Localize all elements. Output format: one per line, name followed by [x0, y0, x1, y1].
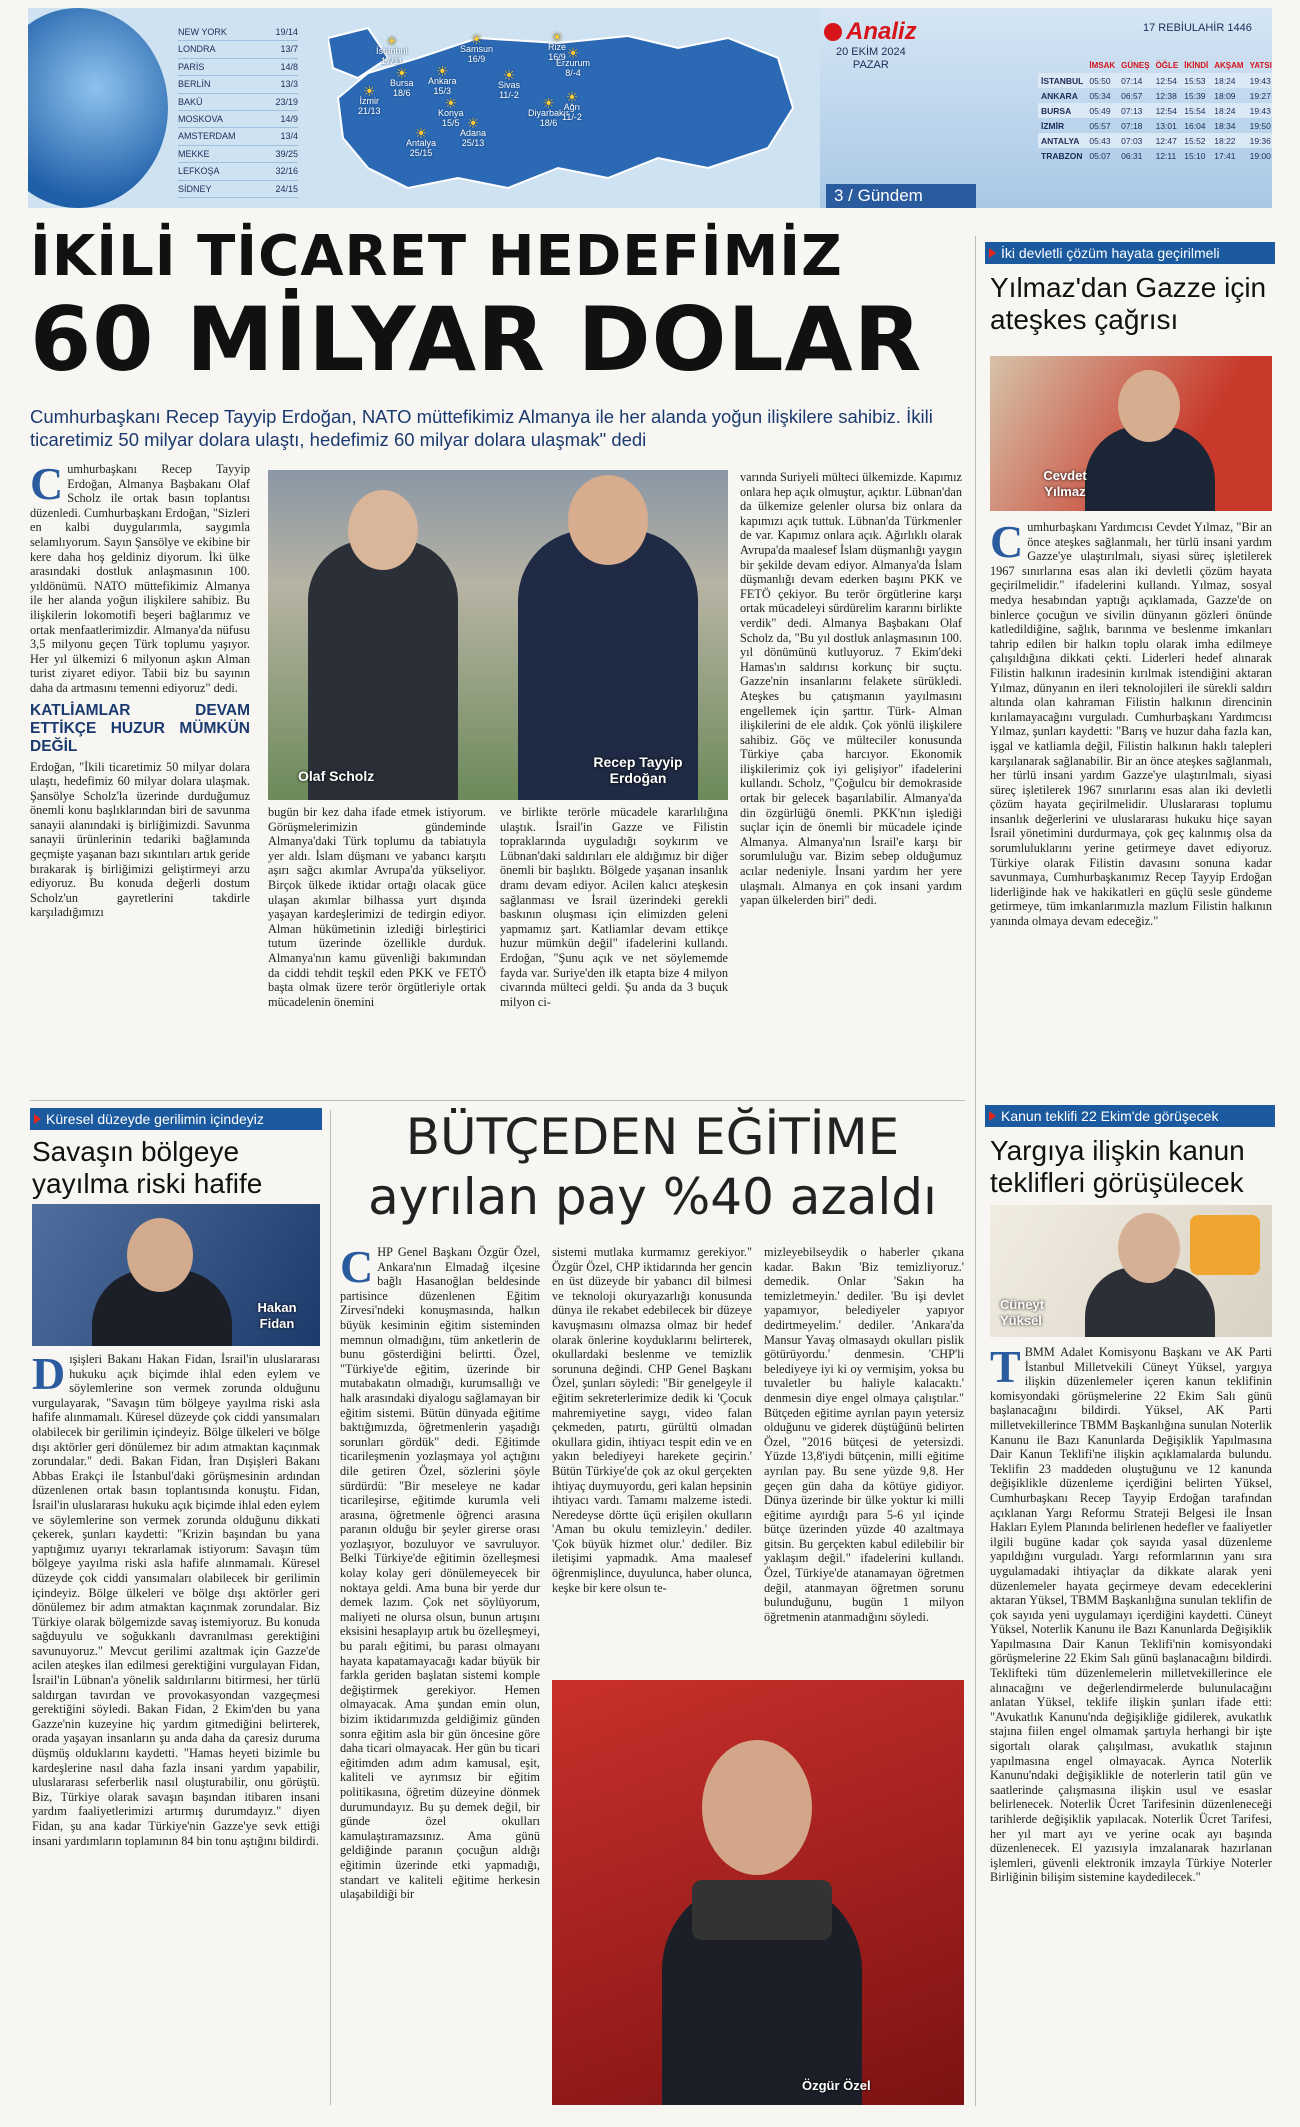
ozel-head — [702, 1740, 812, 1875]
city-name: BAKÜ — [178, 96, 203, 107]
prayer-time: 13:01 — [1155, 120, 1177, 131]
sun-icon: ☀ — [502, 67, 516, 83]
prayer-city: ANKARA — [1041, 90, 1078, 101]
main-headline-line2: 60 MİLYAR DOLAR — [30, 288, 923, 391]
city-row — [178, 59, 298, 76]
prayer-time: 07:18 — [1121, 120, 1143, 131]
story-text: BMM Adalet Komisyonu Başkanı ve AK Parti İstanbul Milletvekili Cüneyt Yüksel, yargıya ilişkin düzenlemeler içeren kanun teklifinin komisyondaki görüşmelerine 22 Ekim Salı günü başlanacağını bildirdi. Yüksel, AK Parti milletvekillerince TBMM Başkanlığına sunulan Noterlik Kanunu ile Bazı Kanunlarda Değişiklik Yapılmasına Dair Kanun Teklifi'ne ilişkin açıklamalarda bulundu. Teklifin 23 maddeden oluştuğunu ve 12 kanunda değişiklikle düzenleme içerdiğini belirten Yüksel, Cumhurbaşkanı Recep Tayyip Erdoğan tarafından açıklanan Yargı Reformu Strateji Belgesi ile İnsan Hakları Eylem Planında belirlenen hedefler ve faaliyetler ilgili bugüne kadar çok sayıda yasal düzenleme yapıldığını vurguladı. Yargı reformlarının yanı sıra uygulamadaki ihtiyaçlar da dikkate alarak yeni düzenlemeler hayata geçirmeye devam edeceklerini aktaran Yüksel, TBMM Başkanlığına sunulan teklifin de çok sayıda yeni uygulamayı içerdiğini kaydetti. Cüneyt Yüksel, Noterlik Kanunu ile Bazı Kanunlarda Değişiklik Yapılmasına Dair Kanun Teklifi'nin komisyondaki görüşmelerine 22 Ekim Salı günü başlanacağını bildirdi. Teklifteki tüm düzenlemelerin milletvekillerince ele alınacağını ve değerlendirmelerde bulunulacağını anlatan Yüksel, teklife ilişkin şunları ifade etti: "Avukatlık Kanunu'nda değişikliğe gidilerek, avukatlık stajına fiilen engel olmamak şartıyla herhangi bir işte sigortalı olarak çalışılması, avukatlık stajının yapılmasına engel olmayacak. Ayrıca Noterlik Kanunu'ndaki değişiklikle de noterlerin tatil gün ve saatlerinde çalışmasına ilişkin usul ve esaslar belirlenecek. Noterlik Ücret Tarifesinin düzenleneceği tarihlerde değişiklik yapılacak. Noterlik Ücret Tarifesi, her yıl mart ayı ve yerine ocak ayı başında düzenlenecek. El yazısıyla imzalanarak hazırlanan işlemleri, güvenli elektronik imzayla Türkiye Noterler Birliğinin bilişim sistemine kaydedilecek." — [990, 1345, 1272, 1885]
prayer-time: 18:09 — [1214, 90, 1236, 101]
logo-mark-icon — [824, 23, 842, 41]
city-temp: 23/19 — [275, 96, 298, 107]
main-article-col3: ve birlikte terörle mücadele kararlılığına ulaştık. İsrail'in Gazze ve Filistin topraklarında uyguladığı soykırım ve Lübnan'daki saldırıları ele aldığımız bir diğer önemli bir başlıktı. Bölgede yaşanan insanlık dramı devam ediyor. Acilen kalıcı ateşkesin sağlanması ve İsrail üzerindeki gerekli baskının oluşması için elimizden geleni yapmamız şart. Katliamlar devam ettikçe huzur mümkün değil" ifadelerini kullandı. Erdoğan, "Şunu açık ve net söylememde fayda var. Suriye'den ilk etapta bize 4 milyon civarında mülteci geldi. Şu anda da 3 buçuk milyon ci- — [500, 805, 728, 1009]
story-body-fidan — [32, 1352, 320, 2107]
map-city-name: Bursa — [390, 78, 414, 88]
map-city-name: Konya — [438, 108, 464, 118]
photo-caption-right: Recep Tayyip Erdoğan — [593, 754, 683, 786]
prayer-row — [1038, 73, 1272, 88]
drop-cap: C — [340, 1245, 374, 1292]
hijri-date: 17 REBİULAHİR 1446 — [1143, 22, 1252, 34]
story-body-law — [990, 1345, 1272, 2105]
map-city-name: Erzurum — [556, 58, 591, 68]
prayer-col-header: AKŞAM — [1214, 61, 1244, 70]
main-photo — [268, 470, 728, 800]
city-row — [178, 24, 298, 41]
prayer-row — [1038, 148, 1272, 163]
photo-caption: Hakan Fidan — [257, 1300, 297, 1331]
story-body-gaza — [990, 520, 1272, 1090]
city-row — [178, 146, 298, 163]
map-city-name: Rize — [548, 42, 567, 52]
prayer-col-header — [1038, 58, 1086, 73]
issue-date — [836, 46, 906, 72]
prayer-time: 19:00 — [1249, 150, 1271, 161]
city-row — [178, 94, 298, 111]
prayer-time: 07:13 — [1118, 103, 1152, 118]
main-spot: Cumhurbaşkanı Recep Tayyip Erdoğan, NATO müttefikimiz Almanya ile her alanda yoğun ilişkilere sahibiz. İkili ticaretimiz 50 milyar dolara ulaştı, hedefimiz 60 milyar dolara ulaşmak" dedi — [30, 406, 933, 450]
photo-caption: Cevdet Yılmaz — [1043, 468, 1087, 499]
map-city-temp: 8/-4 — [565, 68, 581, 78]
prayer-row — [1038, 88, 1272, 103]
budget-headline-line2: ayrılan pay %40 azaldı — [368, 1168, 937, 1226]
map-city-label — [376, 33, 408, 66]
map-city-temp: 17/11 — [380, 56, 403, 66]
main-article-col1 — [30, 462, 250, 1102]
prayer-time: 15:54 — [1181, 103, 1211, 118]
city-temp: 14/8 — [280, 61, 298, 72]
prayer-time: 15:10 — [1184, 150, 1206, 161]
prayer-time: 18:22 — [1211, 133, 1246, 148]
prayer-time: 19:36 — [1247, 133, 1272, 148]
map-city-label — [460, 115, 487, 148]
story-tag-gaza: İki devletli çözüm hayata geçirilmeli — [985, 242, 1275, 264]
city-temp: 19/14 — [275, 27, 298, 37]
prayer-city: İSTANBUL — [1038, 73, 1086, 88]
prayer-time: 19:43 — [1247, 73, 1272, 88]
sun-icon: ☀ — [362, 83, 376, 99]
budget-col1-text: HP Genel Başkanı Özgür Özel, Ankara'nın Elmadağ ilçesine bağlı Hasanoğlan beldesinde partisince düzenlenen Eğitim Zirvesi'ndeki konuşmasında, halkın büyük kesiminin eğitim sisteminden memnun olmadığını, tüm anketlerin de bunu gösterdiğini belirtti. Özel, "Türkiye'de eğitim, üzerinde bir mutabakatın olmadığı, kurumsallığı ve halk arasındaki diyalogu sağlamayan bir eğitim sistemi. Bütün dünyada eğitime baktığımızda, öğretmenlerin yaşadığı sorunları gördük" dedi. Eğitimde ticarileşmenin yozlaşmaya yol açtığını dile getiren Özel, sözlerini şöyle sürdürdü: "Bir meseleye ne kadar ticarileşirse, eğitimde kurumla veli arasına, öğretmenle öğrenci arasına paranın olduğu bir şeyler girerse orası yozlaşıyor, bozuluyor ve savruluyor. Belki Türkiye'de eğitimin özelleşmesi kolay kolay geri dönülemeyecek bir noktaya geldi. Ama buna bir yerde dur demek lazım. Çok net söylüyorum, maliyeti ne olursa olsun, bunun artışını eksisini hesaplayıp artık bu özelleşmeyi, bu paralı eğitimi, bu parası olmayanı hayata kapatamayacağı kadar büyük bir farkla geriden başlatan sistemi komple değiştirmek gerekiyor. Hemen olmayacak. Ama şundan emin olun, bizim iktidarımızda geldiğimiz günden sonra eğitim asla bir gün öncesine göre daha ticari olmayacak. Her gün bu ticari eğitimden adım adım kamusal, eşit, kaliteli ve ayrımsız bir eğitim politikasına, öğretim düzeyine dönmek durumundayız. Bu şu demek değil, bir günde özel okulları kamulaştıramazsınız. Ama günü geldiğinde paranın çocuğun aldığı eğitimin üzerinde etki yapmadığı, standart ve kaliteli eğitime herkesin ulaşabildiği bir — [340, 1245, 540, 1902]
main-headline-line1: İKİLİ TİCARET HEDEFİMİZ — [30, 224, 843, 289]
date-text: 20 EKİM 2024 — [836, 46, 906, 58]
sun-icon: ☀ — [565, 89, 579, 105]
col1-subheading: KATLİAMLAR DEVAM ETTİKÇE HUZUR MÜMKÜN DEĞİL — [30, 701, 250, 755]
sun-icon: ☀ — [435, 63, 449, 79]
photo-caption: Özgür Özel — [802, 2078, 871, 2093]
city-temp: 13/4 — [280, 131, 298, 142]
budget-col3: mizleyebilseydik o haberler çıkana kadar. Bakın 'Biz temizliyoruz.' demedik. Onlar 'Sakın ha temizletmeyin.' dediler. 'Bu işi devlet yapamıyor, belediyeler yapıyor dedirtmeyelim.' dediler. 'Ankara'da Mansur Yavaş olmasaydı okulları pislik götürüyordu.' denmesin. 'CHP'li belediyeye iyi ki oy vermişim, yoksa bu tuvaletler bu haliyle kalacaktı.' denmesin diye engel olmaya çalıştılar." Bütçeden eğitime ayrılan payın yetersiz olduğunu ve giderek düştüğünü belirten Özel, "2016 bütçesi de yetersizdi. Yüzde 13,8'iydi bütçenin, milli eğitime ayrılan pay. Bu sene yüzde 9,8. Her geçen gün daha da kötüye gidiyor. Dünya üzerinde bir ülke yoktur ki milli eğitime ayırdığı para 5-6 yıl içinde bütçe üzerinden yüzde 40 azaltmaya gitsin. Bu gerçekten kabul edilebilir bir yaklaşım değil." ifadelerini kullandı. Özel, Türkiye'de atanamayan öğretmen değil, atanmayan öğretmen sorunu bulunduğunu, bugün 1 milyon öğretmenin atanmadığını söyledi. — [764, 1245, 964, 1624]
yuksel-head — [1118, 1213, 1180, 1283]
yuksel-photo — [990, 1205, 1272, 1337]
story-title-law: Yargıya ilişkin kanun teklifleri görüşülecek — [990, 1135, 1245, 1198]
map-city-label — [498, 67, 521, 100]
budget-col2: sistemi mutlaka kurmamız gerekiyor." Özgür Özel, CHP iktidarında her gencin en üst düzeyde bir yabancı dil bilmesi ve teknoloji okuryazarlığı konusunda dünya ile rekabet edebilecek bir düzeye kavuşmasını olmazsa olmaz bir hedef olarak önlerine koyduklarını belirterek, okullardaki beslenme ve temizlik sorununa değindi. CHP Genel Başkanı Özel, şunları söyledi: "Bir genelgeyle il eğitim sekreterlerimize dedik ki 'Çocuk mahremiyetine saygı, video falan çekmeden, patırtı, gürültü olmadan okullara gidin, ihtiyacı tespit edin ve en yakın belediyeyi harekete geçirin.' Bütün Türkiye'de çok az okul gerçekten ihtiyaç duymuyordu, geri kalan hepsinin ihtiyacı vardı. Tamamı malzeme istedi. Neredeyse dörtte üçü erişilen okulların 'Aman bu okulu temizleyin.' dediler. 'Çok büyük hizmet olur.' dediler. Biz iletişimi yapmadık. Ama maalesef öğrenmişlince, duyulunca, haber olunca, keşke bir kere olsun te- — [552, 1245, 752, 1595]
prayer-time: 19:27 — [1249, 90, 1271, 101]
prayer-col-header: YATSI — [1249, 61, 1272, 70]
prayer-row — [1038, 118, 1272, 133]
city-name: MEKKE — [178, 148, 210, 159]
sun-icon: ☀ — [414, 125, 428, 141]
story-text: ışişleri Bakanı Hakan Fidan, İsrail'in uluslararası hukuku açık biçimde ihlal eden eylem ve söylemlerine son vermek zorunda olduğunu vurgulayarak, "Savaşın tüm bölgeye yayılma riski asla hafife alınmamalı. Küresel düzeyde çok ciddi yansımaları olabilecek bir gerilimin içindeyiz. Bölge ülkeleri ve bölge dışı aktörler geri dönülemez bir adım atmaktan kaçınmak zorundalar." dedi. Bakan Fidan, İran Dışişleri Bakanı Abbas Erakçi ile İstanbul'daki görüşmesinin ardından düzenlenen ortak basın toplantısında konuştu. Fidan, İsrail'in uluslararası hukuku açık biçimde ihlal eden eylem ve söylemlerine son vermek zorunda olduğunu dikkati çekerek, şunları kaydetti: "Krizin başından bu yana yaptığımız uyarıyı tekrarlamak istiyorum: Savaşın tüm bölgeye yayılma riski asla hafife alınmamalı. Küresel düzeyde çok ciddi yansımaları olabilecek bir gerilimin içindeyiz. Bölge ülkeleri ve bölge dışı aktörler geri dönülemez bir adım atmaktan kaçınmak zorundalar. Biz Türkiye olarak bölgemizde savaş istemiyoruz. Bu konuda sağduyulu ve soğukkanlı davranılması gerektiğini savunuyoruz." Mevcut gerilimi azaltmak için Gazze'de acilen ateşkes ilan edilmesi gerektiğini vurgulayan Fidan, İsrail'in Lübnan'a yönelik saldırılarını bitirmesi, her türlü saldırgan tavırdan ve provokasyondan vazgeçmesi gerektiğini söyledi. Bakan Fidan, 2 Ekim'den bu yana Gazze'nin kuzeyine hiç yardım gitmediğini belirterek, orada yaşayan insanların şu anda daha da çaresiz duruma düşmüş olduklarını kaydetti. "Hamas heyeti bizimle bu kardeşlerine nasıl daha fazla insani yardım yapabilir, uluslararası seferberlik nasıl oluşturabilir, onu görüştü. Biz, Türkiye olarak savaşın başından itibaren insani yardım faaliyetlerimizi artırmış durumdayız." diyen Fidan, şu ana kadar Türkiye'nin Gazze'ye sevk ettiği insani yardımların toplamının 84 bin tonu aştığını bildirdi. — [32, 1352, 320, 1848]
story-text: umhurbaşkanı Yardımcısı Cevdet Yılmaz, "Bir an önce ateşkes sağlanmalı, her türlü insani yardım Gazze'ye ulaştırılmalı, siyasi süreç işletilerek 1967 sınırlarına esas alan iki devletli çözüm hayata geçirilmelidir." ifadelerini kullandı. Yılmaz, sosyal medya hesabından yaptığı açıklamada, Gazze'de on binlerce çocuğun ve sivilin dünyanın gözleri önünde katledildiğine, sağlık, barınma ve beslenme imkanları tahrip edilen bir halkın toplu olarak imha edilmeye çalışıldığına dikkati çekti. Liderleri hedef alınarak Filistin halkının iradesinin kırılmak istendiğini aktaran Yılmaz, dünyanın en ileri teknolojileri ile sürekli saldırı altında olan kahraman Filistin halkının direncinin kırılamayacağını vurguladı. Cumhurbaşkanı Yardımcısı Yılmaz, şunları kaydetti: "Barış ve huzur daha fazla kan, işgal ve katliamla değil, Filistin halkının haklı talepleri karşılanarak sağlanabilir. Bir an önce ateşkes sağlanmalı, her türlü insani yardım Gazze'ye ulaştırılmalı, siyasi süreç işletilerek 1967 sınırlarını esas alan iki devletli çözüm hayata geçirilmelidir. Uluslararası toplumu insanlık değerlerini ve uluslararası hukuku hiçe sayan İsrail yönetimini durdurmaya, çok geç kalınmış olsa da sorumluluklarını yerine getirmeye davet ediyoruz. Türkiye olarak Filistin davasını sonuna kadar savunmaya, Cumhurbaşkanımız Recep Tayyip Erdoğan liderliğinde hak ve hakikatleri en güçlü sesle gündeme getirmeye, tüm imkanlarımızla mazlum Filistin halkının yanında olmaya devam edeceğiz." — [990, 520, 1272, 929]
map-city-label — [562, 89, 582, 122]
yilmaz-head — [1118, 370, 1180, 442]
prayer-time: 12:54 — [1153, 73, 1182, 88]
map-city-temp: 25/15 — [409, 148, 433, 158]
prayer-times-table — [1038, 58, 1272, 163]
drop-cap: T — [990, 1345, 1021, 1392]
map-city-temp: 18/6 — [539, 118, 558, 128]
sun-icon: ☀ — [550, 29, 564, 45]
prayer-time: 07:14 — [1118, 73, 1152, 88]
prayer-time: 19:43 — [1247, 103, 1272, 118]
sun-icon: ☀ — [444, 95, 458, 111]
drop-cap: D — [32, 1352, 66, 1399]
map-city-label — [556, 45, 591, 78]
map-city-label — [460, 31, 494, 64]
map-city-label — [428, 63, 457, 96]
prayer-time: 07:03 — [1118, 133, 1152, 148]
drop-cap: C — [30, 462, 64, 509]
prayer-time: 05:34 — [1089, 90, 1111, 101]
map-city-label — [406, 125, 437, 158]
sun-icon: ☀ — [566, 45, 580, 61]
prayer-time: 05:57 — [1089, 120, 1111, 131]
weather-prayer-banner — [28, 8, 1272, 208]
microphones — [692, 1880, 832, 1940]
sun-icon: ☀ — [466, 115, 480, 131]
map-city-name: Diyarbakır — [528, 108, 570, 118]
map-city-name: Antalya — [406, 138, 437, 148]
map-city-temp: 16/9 — [548, 52, 566, 62]
map-city-temp: 21/13 — [358, 106, 381, 116]
prayer-row — [1038, 103, 1272, 118]
city-row — [178, 163, 298, 180]
prayer-time: 05:43 — [1086, 133, 1118, 148]
city-name: SİDNEY — [178, 183, 212, 194]
prayer-time: 05:07 — [1089, 150, 1111, 161]
prayer-time: 06:57 — [1121, 90, 1143, 101]
city-row — [178, 181, 298, 198]
prayer-time: 05:49 — [1086, 103, 1118, 118]
city-name: BERLİN — [178, 79, 211, 90]
photo-caption-left: Olaf Scholz — [298, 768, 375, 784]
budget-headline-line1: BÜTÇEDEN EĞİTİME — [405, 1108, 900, 1166]
drop-cap: C — [990, 520, 1024, 567]
city-temp: 13/7 — [280, 44, 298, 55]
city-temp: 13/3 — [280, 79, 298, 90]
map-city-name: Sivas — [498, 80, 521, 90]
city-name: MOSKOVA — [178, 113, 223, 124]
prayer-time: 06:31 — [1121, 150, 1143, 161]
prayer-time: 12:11 — [1155, 150, 1177, 161]
prayer-time: 12:54 — [1153, 103, 1182, 118]
prayer-time: 19:50 — [1249, 120, 1271, 131]
yilmaz-photo — [990, 356, 1272, 511]
prayer-time: 15:39 — [1184, 90, 1206, 101]
story-tag-fidan: Küresel düzeyde gerilimin içindeyiz — [30, 1108, 322, 1130]
main-article-col2: bugün bir kez daha ifade etmek istiyorum. Görüşmelerimizin gündeminde Almanya'daki Türk toplumu da tabiatıyla yer aldı. İslam düşmanı ve yabancı karşıtı aşırı sağcı akımlar Avrupa'da yükseliyor. Birçok ülkede iktidar ortağı olacak güce ulaşan akımlar bilhassa yurt dışında yaşayan kardeşlerimizi de tedirgin ediyor. Alman hükümetinin izlediği birleştirici tutum üzerinde özellikle durduk. Almanya'nın kamu güvenliği bakımından da ciddi tehdit teşkil eden PKK ve FETÖ başta olmak üzere terör örgütleriyle ortak mücadelenin önemini — [268, 805, 486, 1009]
city-row — [178, 111, 298, 128]
story-tag-law: Kanun teklifi 22 Ekim'de görüşecek — [985, 1105, 1275, 1127]
column-divider — [975, 236, 976, 2106]
prayer-col-header: ÖĞLE — [1155, 61, 1179, 70]
prayer-time: 15:52 — [1181, 133, 1211, 148]
fidan-photo — [32, 1204, 320, 1346]
city-row — [178, 128, 298, 145]
map-city-name: Ankara — [428, 76, 457, 86]
map-city-temp: 16/9 — [467, 54, 486, 64]
prayer-time: 12:38 — [1155, 90, 1177, 101]
city-name: LONDRA — [178, 44, 216, 55]
prayer-city: ANTALYA — [1038, 133, 1086, 148]
prayer-time: 18:24 — [1211, 73, 1246, 88]
map-city-label — [358, 83, 381, 116]
story-title-gaza: Yılmaz'dan Gazze için ateşkes çağrısı — [990, 272, 1267, 335]
prayer-col-header: GÜNEŞ — [1121, 61, 1150, 70]
section-divider — [30, 1100, 965, 1101]
prayer-city: TRABZON — [1041, 150, 1083, 161]
map-city-name: İzmir — [359, 96, 380, 106]
map-city-name: İstanbul — [376, 46, 408, 56]
prayer-col-header: İKİNDİ — [1184, 61, 1209, 70]
prayer-time: 16:04 — [1184, 120, 1206, 131]
city-row — [178, 76, 298, 93]
column-divider — [330, 1110, 331, 2105]
prayer-row — [1038, 133, 1272, 148]
map-city-temp: 11/-2 — [562, 112, 582, 122]
map-city-temp: 25/13 — [461, 138, 485, 148]
map-city-temp: 15/3 — [433, 86, 452, 96]
col1b-text: Erdoğan, "İkili ticaretimiz 50 milyar dolara ulaştı, hedefimiz 60 milyar dolara ulaşmak. Şansölye Scholz'la üzerinde durduğumuz önemli konu başlıklarından biri de savunma sanayii alanındaki iş birliğimizdi. Savunma sanayii ürünlerinin tedariki bağlamında geçmişte yaşanan bazı sıkıntıları artık geride bırakarak iş birliğimizi geliştirmeyi arzu ediyoruz. Bu konuda değerli dostum Scholz'un gayretlerini takdirle karşıladığımızı — [30, 759, 250, 920]
map-city-name: Samsun — [460, 44, 494, 54]
section-label: 3 / Gündem — [826, 184, 976, 208]
newspaper-logo[interactable] — [824, 18, 939, 46]
city-temp: 32/16 — [275, 166, 298, 177]
budget-col1 — [340, 1245, 540, 2105]
prayer-time: 05:50 — [1086, 73, 1118, 88]
prayer-time: 18:24 — [1211, 103, 1246, 118]
sun-icon: ☀ — [542, 95, 555, 111]
photo-caption: Cüneyt Yüksel — [1000, 1297, 1045, 1328]
scholz-figure — [308, 540, 458, 800]
prayer-time: 17:41 — [1214, 150, 1236, 161]
scholz-head — [348, 490, 418, 570]
map-city-label — [390, 65, 414, 98]
story-title-fidan: Savaşın bölgeye yayılma riski hafife — [32, 1136, 263, 1199]
city-name: AMSTERDAM — [178, 131, 236, 142]
map-city-name: Adana — [460, 128, 487, 138]
city-name: PARİS — [178, 61, 205, 72]
city-row — [178, 41, 298, 58]
map-city-temp: 15/5 — [442, 118, 460, 128]
globe-image — [28, 8, 168, 208]
world-cities-list — [178, 24, 298, 198]
city-temp: 24/15 — [275, 183, 298, 194]
prayer-col-header: İMSAK — [1089, 61, 1116, 70]
erdogan-head — [568, 475, 648, 565]
city-temp: 39/25 — [275, 148, 298, 159]
city-name: LEFKOŞA — [178, 166, 220, 177]
prayer-time: 18:34 — [1214, 120, 1236, 131]
fidan-head — [127, 1218, 193, 1292]
prayer-time: 12:47 — [1153, 133, 1182, 148]
map-city-name: Ağrı — [563, 102, 581, 112]
prayer-city: BURSA — [1038, 103, 1086, 118]
logo-text: Analiz — [846, 18, 917, 45]
ozel-photo — [552, 1680, 964, 2105]
city-temp: 14/9 — [280, 113, 298, 124]
map-city-temp: 11/-2 — [499, 90, 519, 100]
weekday-text: PAZAR — [852, 59, 889, 71]
party-logo-backdrop — [1190, 1215, 1260, 1275]
sun-icon: ☀ — [470, 31, 483, 47]
sun-icon: ☀ — [395, 65, 409, 81]
col1-text: umhurbaşkanı Recep Tayyip Erdoğan, Almanya Başbakanı Olaf Scholz ile ortak basın toplantısı düzenledi. Cumhurbaşkanı Erdoğan, "Sizleri en kalbi duygularımla, saygımla selamlıyorum. Sayın Şansölye ve ekibine bir kere daha hoş geldiniz diyorum. İki ülke arasındaki dostluk anlaşmasının 100. yıldönümü. NATO müttefikimiz Almanya ile her alanda yoğun ilişkilere sahibiz. Bu ilişkilerin lokomotifi beşeri bağlarımız ve ortak menfaatlerimizdir. Almanya'da nüfusu 3,5 milyonu geçen Türk toplumu yaşıyor. Her yıl ülkemizi 6 milyonun aşkın Alman turist ziyaret ediyor. Tabii biz bu sayının daha da artmasını temenni ediyoruz" dedi. — [30, 462, 250, 695]
sun-icon: ☀ — [385, 33, 399, 49]
map-city-temp: 18/6 — [392, 88, 411, 98]
prayer-time: 15:53 — [1181, 73, 1211, 88]
main-article-col4: varında Suriyeli mülteci ülkemizde. Kapımız onlara hep açık olmuştur, açıktır. Lübnan'dan da ülkemize gelenler olursa biz onlara da kapımızı açık tuttuk. Lübnan'da Türkmenler de var. Kapımız onlara açık. Ağırlıklı olarak Avrupa'da maalesef İslam düşmanlığı yaygın bir şekilde devam ediyor. Almanya'da İslam düşmanlığı devam ederken başını PKK ve FETÖ çekiyor. Bu terör örgütlerine karşı ortak mücadeleyi sürdürelim kararını birlikte verdik" dedi. Almanya Başbakanı Olaf Scholz da, "Bu yıl dostluk anlaşmasının 100. yıl dönümünü kutluyoruz. 7 Ekim'deki Hamas'ın saldırısı korkunç bir suçtu. Gazze'nin insanlarını felakete sürükledi. Ateşkes bu çatışmanın yayılmasını engellemek için şarttır. Türk- Alman ilişkilerini de ele aldık. Çok yönlü ilişkilere sahibiz. Göç ve mülteciler konusunda Türkiye çaba harcıyor. Ekonomik ilişkilerimiz çok iyi gelişiyor" ifadelerini kullandı. Scholz, "Çoğulcu bir demokraside ortak bir gelecek başarılabilir. Almanya'da din özgürlüğü önemli. PKK'nın işlediği suçlar için de önemli bir mücadele içinde Almanya. Almanya'nın İsrail'e karşı bir sorumluluğu var. Bizim sebep olduğumuz acılar nedeniyle. İnsani yardım her yere ulaşmalı. Almanya en çok insani yardım yapan ülkelerden biri" dedi. — [740, 470, 962, 908]
prayer-city: İZMİR — [1041, 120, 1065, 131]
city-name: NEW YORK — [178, 27, 227, 37]
